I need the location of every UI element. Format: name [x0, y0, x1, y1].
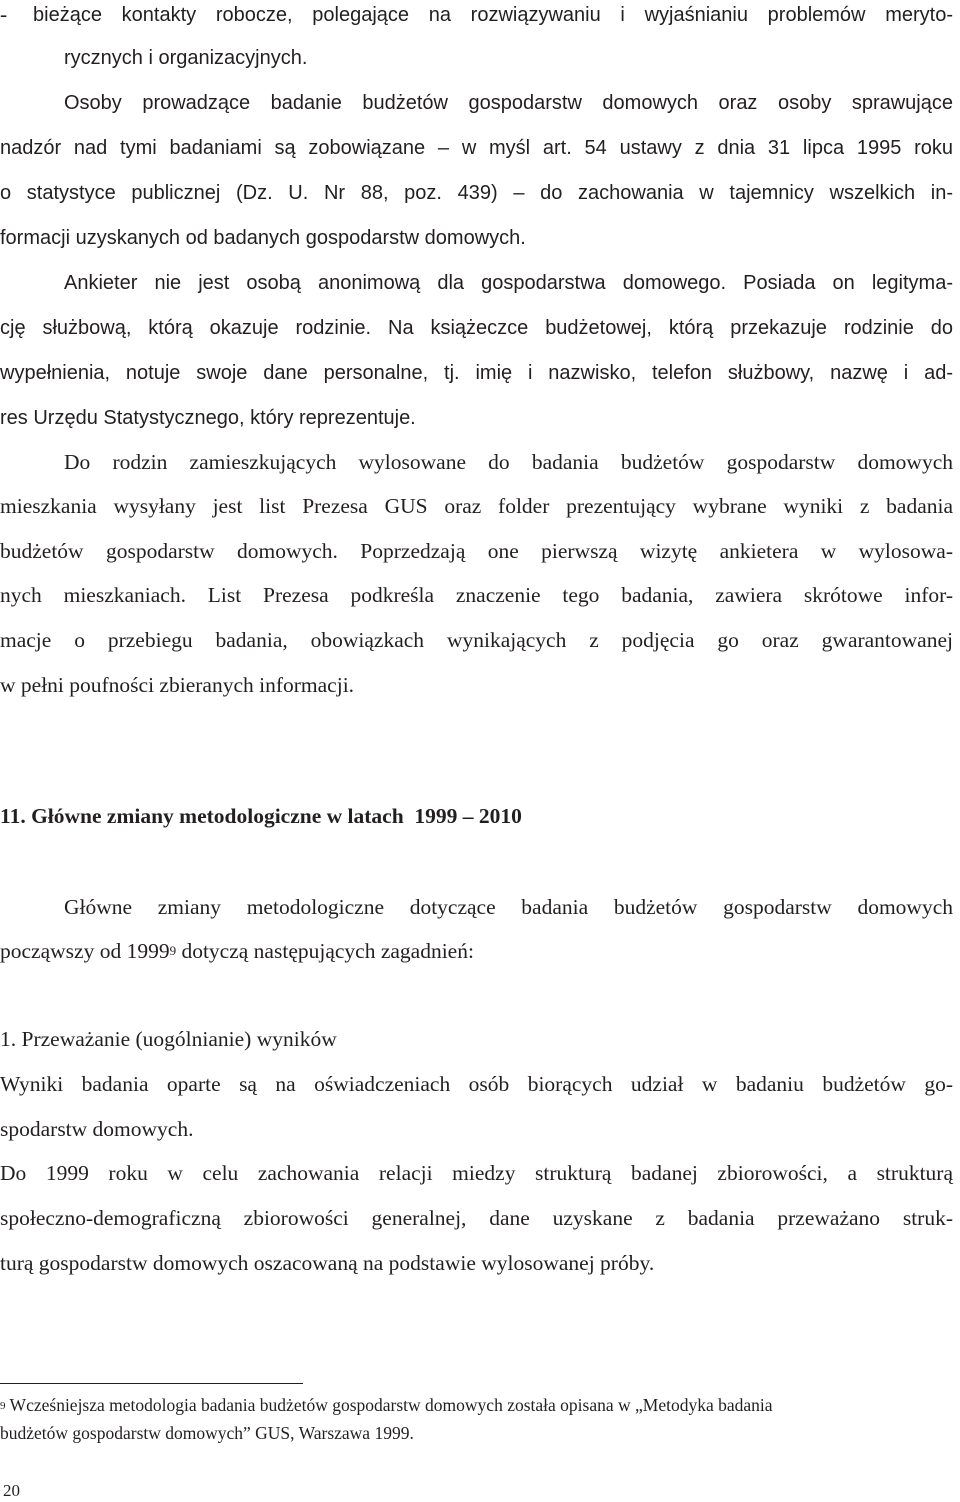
letter-line-2: mieszkania wysyłany jest list Prezesa GUS oraz folder prezentujący wybrane wyniki z badania [0, 494, 953, 518]
weighting-p1-line-2: spodarstw domowych. [0, 1117, 194, 1141]
weighting-p2-line-3: turą gospodarstw domowych oszacowaną na podstawie wylosowanej próby. [0, 1251, 655, 1275]
interviewer-line-1: Ankieter nie jest osobą anonimową dla gospodarstwa domowego. Posiada on legityma- [64, 272, 953, 294]
bullet-dash: - [0, 2, 8, 26]
letter-line-6: w pełni poufności zbieranych informacji. [0, 673, 355, 697]
interviewer-line-2: cję służbową, którą okazuje rodzinie. Na książeczce budżetowej, którą przekazuje rodzinie do [0, 317, 953, 339]
bullet-line-2: rycznych i organizacyjnych. [64, 47, 308, 69]
interviewer-line-4: res Urzędu Statystycznego, który reprezentuje. [0, 407, 416, 429]
intro-line-2-rest: dotyczą następujących zagadnień: [176, 939, 474, 963]
footnote-line-2: budżetów gospodarstw domowych” GUS, Warszawa 1999. [0, 1423, 414, 1443]
page-number: 20 [3, 1481, 20, 1500]
footnote-separator [0, 1383, 303, 1384]
intro-line-2 [0, 941, 474, 963]
footnote-ref: 9 [169, 943, 177, 958]
interviewer-line-3: wypełnienia, notuje swoje dane personalne, tj. imię i nazwisko, telefon służbowy, nazwę i ad- [0, 362, 953, 384]
footnote-line-1 [0, 1397, 773, 1415]
letter-line-3: budżetów gospodarstw domowych. Poprzedzają one pierwszą wizytę ankietera w wylosowa- [0, 539, 953, 563]
confidentiality-line-3: o statystyce publicznej (Dz. U. Nr 88, poz. 439) – do zachowania w tajemnicy wszelkich in- [0, 182, 953, 204]
confidentiality-line-2: nadzór nad tymi badaniami są zobowiązane – w myśl art. 54 ustawy z dnia 31 lipca 1995 roku [0, 137, 953, 159]
footnote-text: Wcześniejsza metodologia badania budżetów gospodarstw domowych została opisana w „Metodyka badania [5, 1395, 773, 1415]
weighting-p1-line-1: Wyniki badania oparte są na oświadczeniach osób biorących udział w badaniu budżetów go- [0, 1072, 953, 1096]
letter-line-4: nych mieszkaniach. List Prezesa podkreśla znaczenie tego badania, zawiera skrótowe infor- [0, 583, 953, 607]
weighting-p2-line-2: społeczno-demograficzną zbiorowości generalnej, dane uzyskane z badania przeważano struk- [0, 1206, 953, 1230]
confidentiality-line-1: Osoby prowadzące badanie budżetów gospodarstw domowych oraz osoby sprawujące [64, 92, 953, 114]
bullet-line-1: bieżące kontakty robocze, polegające na rozwiązywaniu i wyjaśnianiu problemów meryto- [33, 4, 953, 26]
footnote-marker: 9 [0, 1400, 6, 1412]
confidentiality-line-4: formacji uzyskanych od badanych gospodarstw domowych. [0, 227, 526, 249]
intro-line-2-text: począwszy od 1999 [0, 939, 170, 963]
letter-line-5: macje o przebiegu badania, obowiązkach wynikających z podjęcia go oraz gwarantowanej [0, 628, 953, 652]
subsection-title: 1. Przeważanie (uogólnianie) wyników [0, 1027, 337, 1051]
section-heading: 11. Główne zmiany metodologiczne w latach 1999 – 2010 [0, 804, 522, 828]
letter-line-1: Do rodzin zamieszkujących wylosowane do badania budżetów gospodarstw domowych [64, 450, 953, 474]
intro-line-1: Główne zmiany metodologiczne dotyczące badania budżetów gospodarstw domowych [64, 895, 953, 919]
weighting-p2-line-1: Do 1999 roku w celu zachowania relacji miedzy strukturą badanej zbiorowości, a strukturą [0, 1161, 953, 1185]
